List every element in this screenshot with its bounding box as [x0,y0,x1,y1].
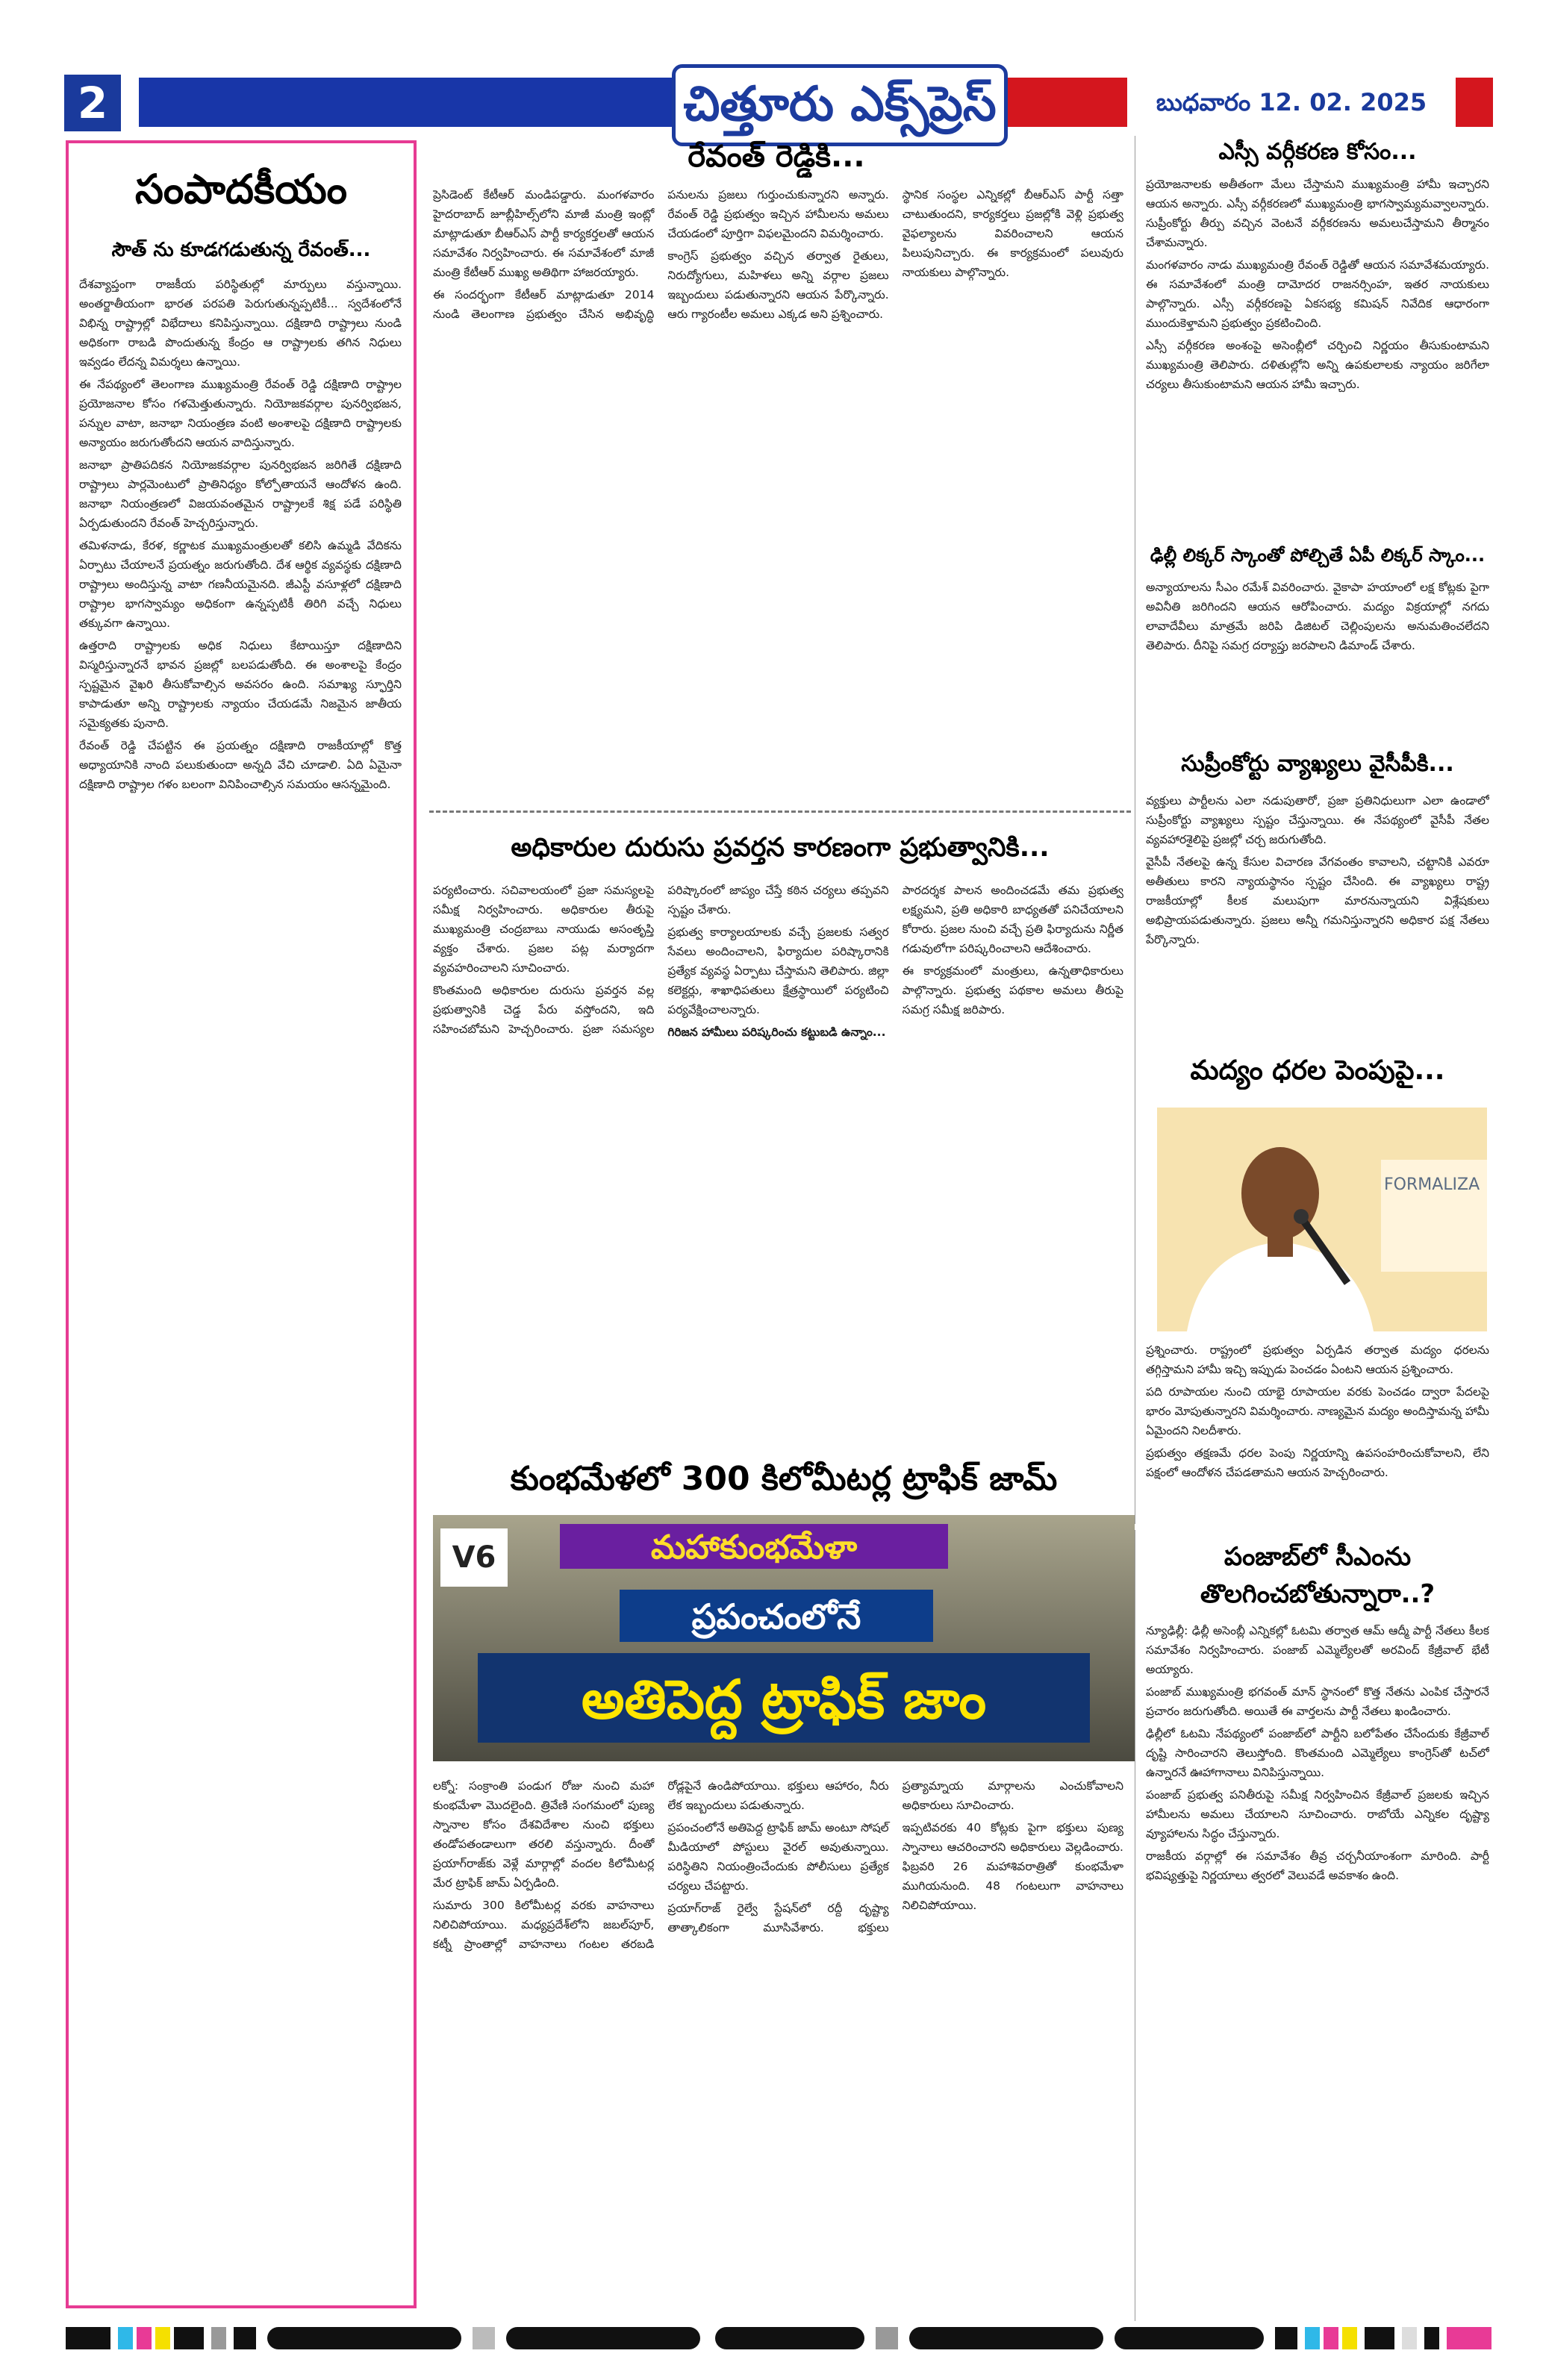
editorial-paragraph: రేవంత్ రెడ్డి చేపట్టిన ఈ ప్రయత్నం దక్షిణాది రాజకీయాల్లో కొత్త అధ్యాయానికి నాంది పలుకుతుందా అన్నది వేచి చూడాలి. ఏది ఏమైనా దక్షిణాది రాష్ట్రాల గళం బలంగా వినిపించాల్సిన సమయం ఆసన్నమైంది. [79,739,402,791]
page-number: 2 [64,75,121,131]
photo-banner-text: FORMALIZA [1384,1175,1480,1194]
editorial-paragraph: దేశవ్యాప్తంగా రాజకీయ పరిస్థితుల్లో మార్పులు వస్తున్నాయి. అంతర్జాతీయంగా భారత పరపతి పెరుగుతున్నప్పటికీ... స్వదేశంలోనే విభిన్న రాష్ట్రాల్లో విభేదాలు కనిపిస్తున్నాయి. దక్షిణాది రాష్ట్రాలు నుండి అధికంగా రాబడి పొందుతున్న కేంద్రం ఆ రాష్ట్రాలకు తగిన నిధులు ఇవ్వడం లేదన్న విమర్శలు ఉన్నాయి. [79,278,402,369]
sc-paragraph: మంగళవారం నాడు ముఖ్యమంత్రి రేవంత్ రెడ్డితో ఆయన సమావేశమయ్యారు. ఈ సమావేశంలో మంత్రి దామోదర రాజనర్సింహ, ఇతర నాయకులు పాల్గొన్నారు. ఎస్సీ వర్గీకరణపై ఏకసభ్య కమిషన్ నివేదిక ఆధారంగా ముందుకెళ్తామని ప్రభుత్వం ప్రకటించింది. [1146,258,1489,330]
kumbh-headline: కుంభమేళలో 300 కిలోమీటర్ల ట్రాఫిక్ జామ్ [510,1460,1058,1498]
liquor-scam-headline: ఢిల్లీ లిక్కర్ స్కాంతో పోల్చితే ఏపీ లిక్కర్ స్కాం... [1150,545,1486,566]
editorial-box [66,140,417,2308]
newspaper-name: చిత్తూరు ఎక్స్‌ప్రెస్ [672,64,1008,146]
masthead-red-end [1456,78,1493,127]
revanth-paragraph: ఈ సందర్భంగా కేటీఆర్ మాట్లాడుతూ 2014 నుండి తెలంగాణ ప్రభుత్వం చేసిన అభివృద్ధి పనులను ప్రజలు గుర్తుంచుకున్నారని అన్నారు. రేవంత్ రెడ్డి ప్రభుత్వం ఇచ్చిన హామీలను అమలు చేయడంలో పూర్తిగా విఫలమైందని విమర్శించారు. [433,188,889,321]
officials-paragraph: పర్యటించారు. సచివాలయంలో ప్రజా సమస్యలపై సమీక్ష నిర్వహించారు. అధికారుల తీరుపై ముఖ్యమంత్రి చంద్రబాబు నాయుడు అసంతృప్తి వ్యక్తం చేశారు. ప్రజల పట్ల మర్యాదగా వ్యవహరించాలని సూచించారు. [433,884,655,975]
editorial-paragraph: ఈ నేపథ్యంలో తెలంగాణ ముఖ్యమంత్రి రేవంత్ రెడ్డి దక్షిణాది రాష్ట్రాల ప్రయోజనాల కోసం గళమెత్తుతున్నారు. నియోజకవర్గాల పునర్విభజన, పన్నుల వాటా, జనాభా నియంత్రణ వంటి అంశాలపై దక్షిణాది రాష్ట్రాలకు అన్యాయం జరుగుతోందని ఆయన వాదిస్తున్నారు. [79,378,402,449]
officials-paragraph: కొంతమంది అధికారుల దురుసు ప్రవర్తన వల్ల ప్రభుత్వానికి చెడ్డ పేరు వస్తోందని, ఇది సహించబోమని హెచ్చరించారు. ప్రజా సమస్యల పరిష్కారంలో జాప్యం చేస్తే కఠిన చర్యలు తప్పవని స్పష్టం చేశారు. [433,884,889,1036]
kumbh-image-title: మహాకుంభమేళా [650,1528,858,1567]
officials-subhead: గిరిజన హామీలు పరిష్కరించు కట్టుబడి ఉన్నాం... [667,1025,886,1039]
kumbh-paragraph: లక్నో: సంక్రాంతి పండుగ రోజు నుంచి మహా కుంభమేళా మొదలైంది. త్రివేణి సంగమంలో పుణ్య స్నానాల కోసం దేశవిదేశాల నుంచి భక్తులు తండోపతండాలుగా తరలి వస్తున్నారు. దీంతో ప్రయాగ్‌రాజ్‌కు వెళ్లే మార్గాల్లో వందల కిలోమీటర్ల మేర ట్రాఫిక్ జామ్ ఏర్పడింది. [433,1779,655,1890]
punjab-body [1146,1621,1489,2315]
speaker-illustration [1157,1108,1487,1331]
masthead-red-bar [1002,78,1127,127]
supreme-paragraph: వైసీపీ నేతలపై ఉన్న కేసుల విచారణ వేగవంతం కావాలని, చట్టానికి ఎవరూ అతీతులు కారని న్యాయస్థానం స్పష్టం చేసింది. ఈ వ్యాఖ్యలు రాష్ట్ర రాజకీయాల్లో కీలక మలుపుగా మారనున్నాయని విశ్లేషకులు అభిప్రాయపడుతున్నారు. ప్రజలు అన్నీ గమనిస్తున్నారని అధికార పక్ష నేతలు పేర్కొన్నారు. [1146,855,1489,946]
revanth-body [433,185,1123,797]
editorial-headline: సౌత్ ను కూడగడుతున్న రేవంత్... [111,239,371,261]
editorial-section-title: సంపాదకీయం [134,166,348,213]
sc-paragraph: ప్రయోజనాలకు అతీతంగా మేలు చేస్తామని ముఖ్యమంత్రి హామీ ఇచ్చారని ఆయన అన్నారు. ఎస్సీ వర్గీకరణలో ముఖ్యమంత్రి భాగస్వామ్యమవ్వాలన్నారు. సుప్రీంకోర్టు తీర్పు వచ్చిన వెంటనే వర్గీకరణను అమలుచేస్తామని తీర్మానం చేశామన్నారు. [1146,178,1489,249]
kumbh-image [433,1515,1135,1761]
officials-headline: అధికారుల దురుసు ప్రవర్తన కారణంగా ప్రభుత్వానికి... [511,833,1050,863]
liquor-price-headline: మద్యం ధరల పెంపుపై... [1190,1055,1445,1086]
liquor-price-body [1146,1340,1489,1527]
liquor-price-paragraph: ప్రభుత్వం తక్షణమే ధరల పెంపు నిర్ణయాన్ని ఉపసంహరించుకోవాలని, లేని పక్షంలో ఆందోళన చేపడతామని ఆయన హెచ్చరించారు. [1146,1446,1489,1479]
punjab-paragraph: న్యూఢిల్లీ: ఢిల్లీ అసెంబ్లీ ఎన్నికల్లో ఓటమి తర్వాత ఆమ్ ఆద్మీ పార్టీ నేతలు కీలక సమావేశం నిర్వహించారు. పంజాబ్ ఎమ్మెల్యేలతో అరవింద్ కేజ్రీవాల్ భేటీ అయ్యారు. [1146,1624,1489,1676]
issue-date: బుధవారం 12. 02. 2025 [1127,78,1456,127]
traffic-illustration [433,1515,1135,1761]
kumbh-paragraph: ఇప్పటివరకు 40 కోట్లకు పైగా భక్తులు పుణ్య స్నానాలు ఆచరించారని అధికారులు వెల్లడించారు. ఫిబ్రవరి 26 మహాశివరాత్రితో కుంభమేళా ముగియనుంది. 48 గంటలుగా వాహనాలు నిలిచిపోయాయి. [902,1821,1123,1912]
revanth-paragraph: ప్రెసిడెంట్ కేటీఆర్ మండిపడ్డారు. మంగళవారం హైదరాబాద్ జూబ్లీహిల్స్‌లోని మాజీ మంత్రి ఇంట్లో మాట్లాడుతూ బీఆర్ఎస్ పార్టీ కార్యకర్తలతో ఆయన సమావేశం నిర్వహించారు. ఈ సమావేశంలో మాజీ మంత్రి కేటీఆర్ ముఖ్య అతిథిగా హాజరయ్యారు. [433,188,655,279]
liquor-price-paragraph: పది రూపాయల నుంచి యాభై రూపాయల వరకు పెంచడం ద్వారా పేదలపై భారం మోపుతున్నారని విమర్శించారు. నాణ్యమైన మద్యం అందిస్తామన్న హామీ ఏమైందని నిలదీశారు. [1146,1385,1489,1437]
punjab-paragraph: పంజాబ్ ప్రభుత్వ పనితీరుపై సమీక్ష నిర్వహించిన కేజ్రీవాల్ ప్రజలకు ఇచ్చిన హామీలను అమలు చేయాలని సూచించారు. రాబోయే ఎన్నికల దృష్ట్యా వ్యూహాలను సిద్ధం చేస్తున్నారు. [1146,1788,1489,1840]
supreme-headline: సుప్రీంకోర్టు వ్యాఖ్యలు వైసీపీకి... [1181,751,1454,777]
kumbh-image-subtitle: ప్రపంచంలోనే [691,1596,861,1637]
officials-paragraph: ఈ కార్యక్రమంలో మంత్రులు, ఉన్నతాధికారులు పాల్గొన్నారు. ప్రభుత్వ పథకాల అమలు తీరుపై సమగ్ర సమీక్ష జరిపారు. [902,964,1123,1016]
officials-paragraph: ప్రభుత్వ కార్యాలయాలకు వచ్చే ప్రజలకు సత్వర సేవలు అందించాలని, ఫిర్యాదుల పరిష్కారానికి ప్రత్యేక వ్యవస్థ ఏర్పాటు చేస్తామని తెలిపారు. జిల్లా కలెక్టర్లు, శాఖాధిపతులు క్షేత్రస్థాయిలో పర్యటించి పర్యవేక్షించాలన్నారు. [667,925,889,1016]
masthead [0,0,1543,142]
punjab-paragraph: రాజకీయ వర్గాల్లో ఈ సమావేశం తీవ్ర చర్చనీయాంశంగా మారింది. పార్టీ భవిష్యత్తుపై నిర్ణయాలు త్వరలో వెలువడే అవకాశం ఉంది. [1146,1849,1489,1882]
v6-logo: V6 [452,1540,496,1575]
kumbh-paragraph: ప్రపంచంలోనే అతిపెద్ద ట్రాఫిక్ జామ్ అంటూ సోషల్ మీడియాలో పోస్టులు వైరల్ అవుతున్నాయి. పరిస్థితిని నియంత్రించేందుకు పోలీసులు ప్రత్యేక చర్యలు చేపట్టారు. [667,1821,889,1893]
revanth-headline: రేవంత్ రెడ్డికి... [688,140,865,174]
masthead-blue-bar [139,78,672,127]
supreme-body [1146,791,1489,1037]
kumbh-paragraph: ప్రయాగ్‌రాజ్ రైల్వే స్టేషన్‌లో రద్దీ దృష్ట్యా తాత్కాలికంగా మూసివేశారు. భక్తులు ప్రత్యామ్నాయ మార్గాలను ఎంచుకోవాలని అధికారులు సూచించారు. [667,1779,1123,1934]
editorial-paragraph: జనాభా ప్రాతిపదికన నియోజకవర్గాల పునర్విభజన జరిగితే దక్షిణాది రాష్ట్రాలు పార్లమెంటులో ప్రాతినిధ్యం కోల్పోతాయనే ఆందోళన ఉంది. జనాభా నియంత్రణలో విజయవంతమైన రాష్ట్రాలకే శిక్ష పడే పరిస్థితి ఏర్పడుతుందని రేవంత్ హెచ్చరిస్తున్నారు. [79,458,402,530]
editorial-paragraph: ఉత్తరాది రాష్ట్రాలకు అధిక నిధులు కేటాయిస్తూ దక్షిణాదిని విస్మరిస్తున్నారనే భావన ప్రజల్లో బలపడుతోంది. ఈ అంశాలపై కేంద్రం స్పష్టమైన వైఖరి తీసుకోవాల్సిన అవసరం ఉంది. సమాఖ్య స్ఫూర్తిని కాపాడుతూ అన్ని రాష్ట్రాలకు న్యాయం చేయడమే నిజమైన జాతీయ సమైక్యతకు పునాది. [79,639,402,730]
editorial-paragraph: తమిళనాడు, కేరళ, కర్ణాటక ముఖ్యమంత్రులతో కలిసి ఉమ్మడి వేదికను ఏర్పాటు చేయాలనే ప్రయత్నం జరుగుతోంది. దేశ ఆర్థిక వ్యవస్థకు దక్షిణాది రాష్ట్రాలు అందిస్తున్న వాటా గణనీయమైనది. జీఎస్టీ వసూళ్లలో దక్షిణాది రాష్ట్రాల భాగస్వామ్యం అధికంగా ఉన్నప్పటికీ తిరిగి వచ్చే నిధులు తక్కువగా ఉన్నాయి. [79,539,402,630]
revanth-paragraph: కాంగ్రెస్ ప్రభుత్వం వచ్చిన తర్వాత రైతులు, నిరుద్యోగులు, మహిళలు అన్ని వర్గాల ప్రజలు ఇబ్బందులు పడుతున్నారని ఆయన పేర్కొన్నారు. ఆరు గ్యారంటీల అమలు ఎక్కడ అని ప్రశ్నించారు. [667,249,889,321]
print-registration-strip [66,2327,1491,2349]
punjab-headline-2: తొలగించబోతున్నారా..? [1200,1579,1436,1609]
punjab-headline: పంజాబ్‌లో సీఎంను [1224,1542,1412,1572]
speaker-photo [1157,1108,1487,1331]
sc-headline: ఎస్సీ వర్గీకరణ కోసం... [1218,139,1417,165]
editorial-body [79,275,402,2299]
kumbh-image-big-text: అతిపెద్ద ట్రాఫిక్ జాం [581,1668,987,1731]
supreme-paragraph: వ్యక్తులు పార్టీలను ఎలా నడుపుతారో, ప్రజా ప్రతినిధులుగా ఎలా ఉండాలో సుప్రీంకోర్టు వ్యాఖ్యలు స్పష్టం చేస్తున్నాయి. ఈ నేపథ్యంలో వైసీపీ నేతల వ్యవహారశైలిపై ప్రజల్లో చర్చ జరుగుతోంది. [1146,794,1489,846]
revanth-paragraph: స్థానిక సంస్థల ఎన్నికల్లో బీఆర్ఎస్ పార్టీ సత్తా చాటుతుందని, కార్యకర్తలు ప్రజల్లోకి వెళ్లి ప్రభుత్వ వైఫల్యాలను వివరించాలని ఆయన పిలుపునిచ్చారు. ఈ కార్యక్రమంలో పలువురు నాయకులు పాల్గొన్నారు. [902,188,1123,279]
liquor-scam-paragraph: అన్యాయాలను సీఎం రమేశ్ వివరించారు. వైకాపా హయాంలో లక్ష కోట్లకు పైగా అవినీతి జరిగిందని ఆయన ఆరోపించారు. మద్యం విక్రయాల్లో నగదు లావాదేవీలు మాత్రమే జరిపి డిజిటల్ చెల్లింపులను అనుమతించలేదని తెలిపారు. దీనిపై సమగ్ర దర్యాప్తు జరపాలని డిమాండ్ చేశారు. [1146,581,1489,652]
section-divider [429,810,1131,813]
officials-paragraph: పారదర్శక పాలన అందించడమే తమ ప్రభుత్వ లక్ష్యమని, ప్రతి అధికారి బాధ్యతతో పనిచేయాలని కోరారు. ప్రజల నుంచి వచ్చే ప్రతి ఫిర్యాదును నిర్ణీత గడువులోగా పరిష్కరించాలని ఆదేశించారు. [902,884,1123,955]
kumbh-body [433,1776,1123,2314]
sc-paragraph: ఎస్సీ వర్గీకరణ అంశంపై అసెంబ్లీలో చర్చించి నిర్ణయం తీసుకుంటామని ముఖ్యమంత్రి తెలిపారు. దళితుల్లోని అన్ని ఉపకులాలకు న్యాయం జరిగేలా చర్యలు తీసుకుంటామని ఆయన హామీ ఇచ్చారు. [1146,339,1489,391]
kumbh-paragraph: సుమారు 300 కిలోమీటర్ల వరకు వాహనాలు నిలిచిపోయాయి. మధ్యప్రదేశ్‌లోని జబల్‌పూర్, కట్నీ ప్రాంతాల్లో వాహనాలు గంటల తరబడి రోడ్లపైనే ఉండిపోయాయి. భక్తులు ఆహారం, నీరు లేక ఇబ్బందులు పడుతున్నారు. [433,1779,889,1951]
punjab-paragraph: పంజాబ్ ముఖ్యమంత్రి భగవంత్ మాన్ స్థానంలో కొత్త నేతను ఎంపిక చేస్తారనే ప్రచారం జరుగుతోంది. అయితే ఈ వార్తలను పార్టీ నేతలు ఖండించారు. [1146,1685,1489,1718]
liquor-price-paragraph: ప్రశ్నించారు. రాష్ట్రంలో ప్రభుత్వం ఏర్పడిన తర్వాత మద్యం ధరలను తగ్గిస్తామని హామీ ఇచ్చి ఇప్పుడు పెంచడం ఏంటని ఆయన ప్రశ్నించారు. [1146,1343,1489,1376]
sc-body [1146,175,1489,525]
liquor-scam-body [1146,578,1489,727]
punjab-paragraph: ఢిల్లీలో ఓటమి నేపథ్యంలో పంజాబ్‌లో పార్టీని బలోపేతం చేసేందుకు కేజ్రీవాల్ దృష్టి సారించారని తెలుస్తోంది. కొంతమంది ఎమ్మెల్యేలు కాంగ్రెస్‌తో టచ్‌లో ఉన్నారనే ఊహాగానాలు వినిపిస్తున్నాయి. [1146,1727,1489,1779]
officials-body [433,881,1123,1448]
